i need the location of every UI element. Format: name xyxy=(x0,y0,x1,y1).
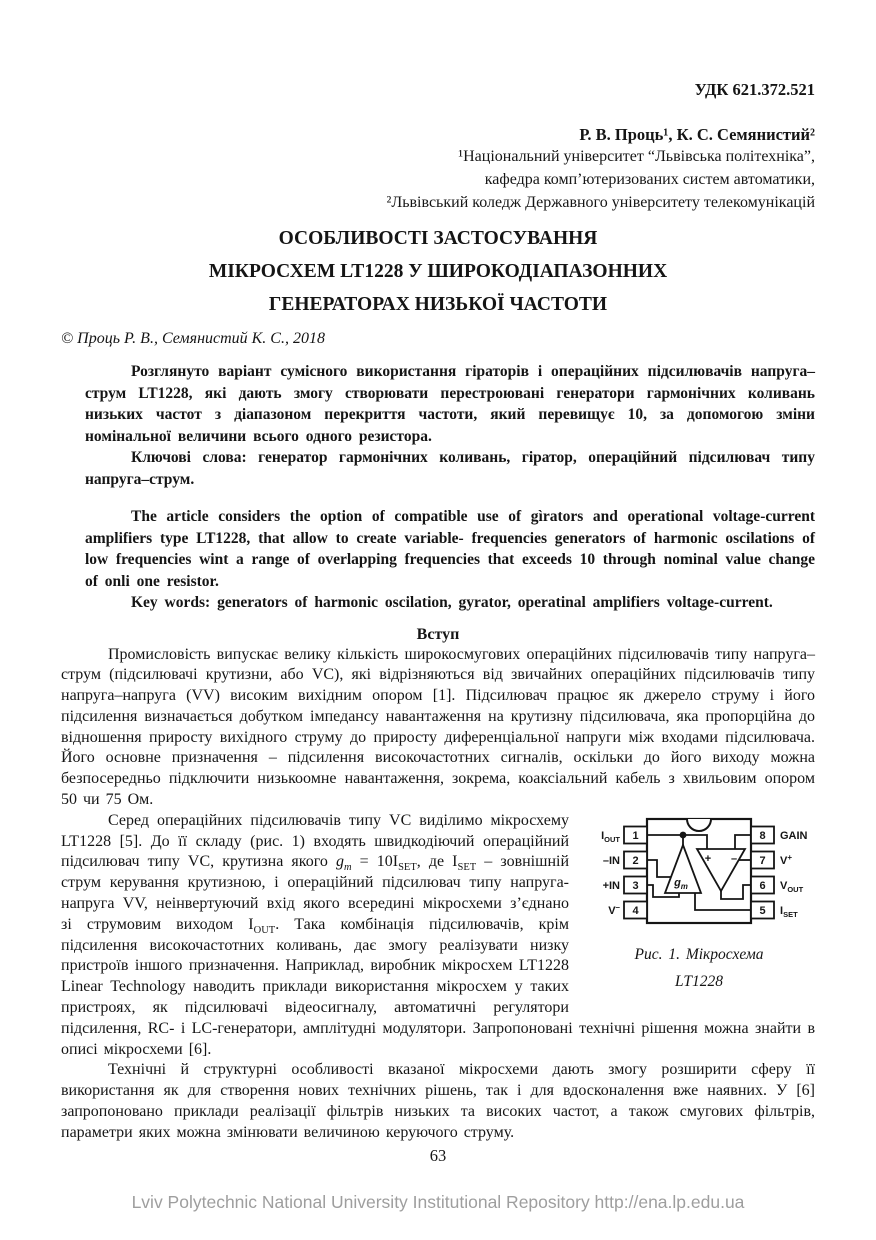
pin-number-2: 2 xyxy=(632,854,639,867)
article-title-line1: ОСОБЛИВОСТІ ЗАСТОСУВАННЯ xyxy=(278,228,598,249)
pin-label-iout: $I_{OUT}$ xyxy=(601,829,620,844)
pin-label-vminus: V– xyxy=(608,902,620,917)
copyright-line: © Проць Р. В., Семянистий К. С., 2018 xyxy=(61,330,325,347)
p2-text-4: – зовнішній струм керування крутизною, і операційний підсилювач типу напруга-напруга VV, неінвертуючий вхід якого всередині мікросхеми з’єднано зі струмовим виходом I xyxy=(61,853,570,933)
iset-sub-1: SET xyxy=(398,862,417,874)
pin-label-pos-in: +IN xyxy=(602,879,620,892)
iset-sub-2: SET xyxy=(457,862,477,874)
intro-paragraph-1: Промисловість випускає велику кількість широкосмугових операційних підсилювачів типу напруга–струм (підсилювачі крутизни, або VC), які відрізняються від звичайних операційних підсилювачів типу напруга–напруга (VV) високим вихідним опором [1]. Підсилювач працює як джерело струму і його підсилення визначається добутком імпедансу навантаження на крутизну підсилювача, яка пропорційна до відношення приросту вихідного струму до приросту диференціальної напруги між входами підсилювача. Його основне призначення – підсилення високочастотних сигналів, оскільки до його виходу можна безпосередньо підключити низькоомне навантаження, зокрема, коаксіальний кабель з хвильовим опором 50 чи 75 Ом. xyxy=(61,645,815,809)
authors-line: Р. В. Проць¹, К. С. Семянистий² xyxy=(579,125,815,144)
lt1228-pinout-diagram xyxy=(583,813,815,931)
pin-label-neg-in: –IN xyxy=(602,854,620,867)
figure-caption-line1: Рис. 1. Мікросхема xyxy=(634,945,764,963)
junction-dot xyxy=(680,831,687,838)
pin-number-6: 6 xyxy=(759,879,766,892)
gm-variable: g xyxy=(335,853,344,871)
pin-number-1: 1 xyxy=(632,829,639,842)
figure-1 xyxy=(583,813,815,995)
article-title-line2: МІКРОСХЕМ LT1228 У ШИРОКОДІАПАЗОННИХ xyxy=(208,261,668,282)
udc-number: УДК 621.372.521 xyxy=(694,80,815,99)
abstract-en-keywords: Key words: generators of harmonic oscilation, gyrator, operatinal amplifiers voltage-current. xyxy=(131,594,773,611)
affiliation-2: кафедра комп’ютеризованих систем автоматики, xyxy=(484,171,815,188)
abstract-ukrainian xyxy=(85,361,815,490)
pin-label-gain: GAIN xyxy=(780,829,808,842)
affiliation-1: ¹Національний університет “Львівська політехніка”, xyxy=(458,148,815,165)
repository-watermark: Lviv Polytechnic National University Institutional Repository http://ena.lp.edu.ua xyxy=(131,1192,745,1212)
section-heading-intro: Вступ xyxy=(416,625,460,643)
abstract-english xyxy=(85,506,815,614)
article-title xyxy=(61,222,815,321)
pin-number-4: 4 xyxy=(632,904,639,917)
pin-number-3: 3 xyxy=(632,879,639,892)
p2-text-3: , де I xyxy=(416,853,458,871)
article-title-line3: ГЕНЕРАТОРАХ НИЗЬКОЇ ЧАСТОТИ xyxy=(268,294,608,315)
p2-text-2: = 10I xyxy=(351,853,399,871)
p2-text-1: Серед операційних підсилювачів типу VC виділимо мікросхему LT1228 [5]. До її складу (рис. 1) входять швидкодіючий операційний підсилювач типу VC, крутизна якого xyxy=(61,811,569,871)
pin-number-7: 7 xyxy=(759,854,766,867)
opamp-plus-sign: + xyxy=(704,852,712,865)
pin-label-vplus: V+ xyxy=(780,852,793,867)
abstract-ua-keywords: Ключові слова: генератор гармонічних коливань, гіратор, операційний підсилювач типу напруга–струм. xyxy=(85,449,815,488)
intro-paragraph-2 xyxy=(61,811,815,1061)
page-number: 63 xyxy=(429,1146,447,1165)
pin-label-vout: $V_{OUT}$ xyxy=(780,879,804,894)
pin-number-8: 8 xyxy=(759,829,766,842)
iout-sub: OUT xyxy=(253,925,276,937)
opamp-minus-sign: – xyxy=(730,852,738,865)
intro-paragraph-3: Технічні й структурні особливості вказаної мікросхеми дають змогу розширити сферу її використання як для створення нових технічних рішень, так і для вдосконалення вже наявних. У [6] запропоновано приклади реалізації фільтрів низьких та високих частот, а також смугових фільтрів, параметри яких можна змінювати величиною керуючого струму. xyxy=(61,1061,815,1141)
gm-label: $g_m$ xyxy=(674,876,688,891)
pin-number-5: 5 xyxy=(759,904,766,917)
abstract-ua-body: Розглянуто варіант сумісного використання гіраторів і операційних підсилювачів напруга–струм LT1228, які дають змогу створювати перестроювані генератори гармонічних коливань низьких частот з діапазоном перекриття частоти, який перевищує 10, за допомогою зміни номінальної величини всього одного резистора. xyxy=(85,363,815,445)
pin-label-iset: $I_{SET}$ xyxy=(780,904,798,919)
p2-text-5: . Така комбінація підсилювачів, крім підсилення високочастотних коливань, дає змогу реалізувати низку пристроїв іншого призначення. Наприклад, виробник мікросхем LT1228 Linear Technology наводить приклади використання мікросхем у таких пристроях, як підсилювачі відеосигналу, автоматичні регулятори підсилення, RC- і LC-генератори, амплітудні модулятори. Запропоновані технічні рішення можна знайти в описі мікросхеми [6]. xyxy=(61,915,815,1058)
gm-variable-sub: m xyxy=(343,862,352,874)
figure-caption-line2: LT1228 xyxy=(675,972,723,990)
abstract-en-body: The article considers the option of compatible use of gìrators and operational voltage-current amplifiers type LT1228, that allow to create variable- frequencies generators of harmonic oscilations of low frequencies wint a range of overlapping frequencies that exceeds 10 through nominal value change of onli one resistor. xyxy=(85,508,815,590)
affiliation-3: ²Львівський коледж Державного університету телекомунікацій xyxy=(386,194,815,211)
